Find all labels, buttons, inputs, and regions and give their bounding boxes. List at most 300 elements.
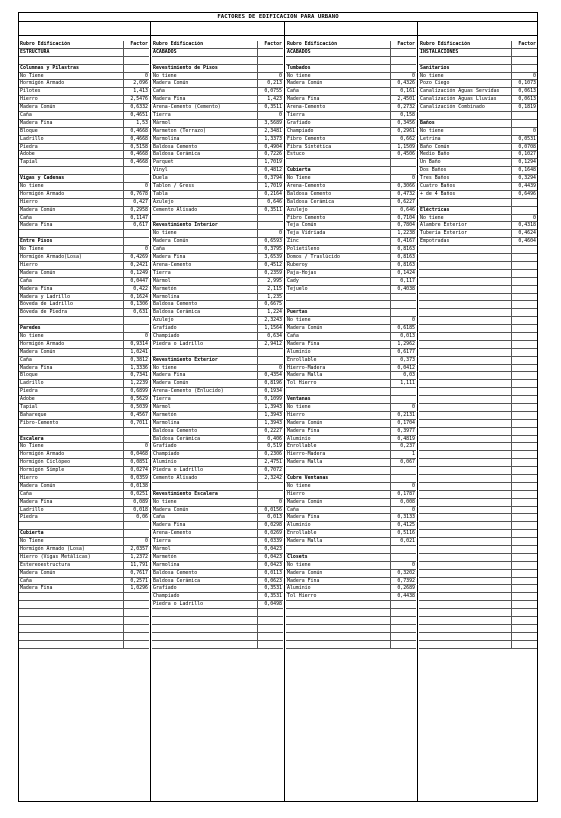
rubro-cell: Tumbados bbox=[287, 64, 311, 71]
table-row bbox=[152, 475, 283, 483]
table-row bbox=[152, 451, 283, 459]
table-row bbox=[152, 151, 283, 159]
table-row bbox=[419, 301, 537, 309]
factor-cell: 1,1564 bbox=[257, 325, 283, 332]
table-row bbox=[286, 294, 416, 302]
factor-cell: 0,4819 bbox=[390, 436, 416, 443]
rubro-cell: No tiene bbox=[287, 561, 311, 568]
table-row bbox=[286, 483, 416, 491]
table-row bbox=[152, 175, 283, 183]
factor-cell: 0,4326 bbox=[390, 80, 416, 87]
table-row bbox=[286, 436, 416, 444]
rubro-cell bbox=[419, 420, 511, 427]
table-row bbox=[19, 546, 149, 554]
factor-cell bbox=[511, 309, 537, 316]
factor-cell: 0,6593 bbox=[257, 238, 283, 245]
factor-cell: 0,427 bbox=[123, 199, 149, 206]
table-row bbox=[419, 451, 537, 459]
factor-cell: Factor bbox=[123, 41, 149, 48]
rubro-cell: Azulejo bbox=[153, 317, 174, 324]
table-row bbox=[286, 136, 416, 144]
rubro-cell bbox=[419, 349, 511, 356]
rubro-cell: Caña bbox=[153, 514, 165, 521]
rubro-cell: Baldosa Cerámica bbox=[287, 198, 335, 205]
table-row bbox=[419, 641, 537, 649]
table-row bbox=[286, 230, 416, 238]
rubro-cell: Revestimiento Escalera bbox=[153, 490, 218, 497]
rubro-cell bbox=[419, 562, 511, 569]
rubro-cell: Madera Fina bbox=[20, 585, 53, 592]
table-row bbox=[152, 443, 283, 451]
rubro-cell: Teja Común bbox=[287, 222, 317, 229]
rubro-cell bbox=[419, 404, 511, 411]
rubro-cell bbox=[419, 617, 511, 624]
rubro-cell: Tres Baños bbox=[420, 175, 450, 182]
table-row bbox=[152, 230, 283, 238]
factor-cell bbox=[257, 57, 283, 64]
factor-cell: 0,2961 bbox=[390, 128, 416, 135]
table-row bbox=[152, 246, 283, 254]
table-row bbox=[19, 199, 149, 207]
table-row bbox=[152, 207, 283, 215]
table-row bbox=[419, 538, 537, 546]
table-row bbox=[419, 570, 537, 578]
rubro-cell bbox=[419, 601, 511, 608]
table-row bbox=[286, 570, 416, 578]
factor-cell: 1,111 bbox=[390, 380, 416, 387]
table-row bbox=[419, 388, 537, 396]
factor-cell: 0,0412 bbox=[390, 365, 416, 372]
rubro-cell: Cady bbox=[287, 277, 299, 284]
factor-cell: 1,3373 bbox=[257, 136, 283, 143]
factor-cell bbox=[123, 641, 149, 648]
rubro-cell bbox=[419, 412, 511, 419]
factor-cell bbox=[511, 372, 537, 379]
rubro-cell: Madera Común bbox=[287, 80, 323, 87]
factor-cell: 0,7226 bbox=[257, 151, 283, 158]
factor-cell bbox=[390, 57, 416, 64]
factor-cell bbox=[511, 420, 537, 427]
rubro-cell: Parquet bbox=[153, 159, 174, 166]
rubro-cell: No tiene bbox=[287, 317, 311, 324]
table-row bbox=[19, 507, 149, 515]
factor-cell: 0,1787 bbox=[390, 491, 416, 498]
factor-cell bbox=[511, 333, 537, 340]
table-row bbox=[419, 136, 537, 144]
factor-cell bbox=[123, 593, 149, 600]
rubro-cell bbox=[19, 317, 123, 324]
factor-cell: 3,6539 bbox=[257, 254, 283, 261]
factor-cell: 0,0447 bbox=[123, 278, 149, 285]
section-heading-row bbox=[286, 475, 416, 483]
factor-cell: 0,3066 bbox=[390, 183, 416, 190]
table-row bbox=[419, 159, 537, 167]
table-row bbox=[286, 420, 416, 428]
table-row bbox=[419, 286, 537, 294]
rubro-cell: Piedra bbox=[20, 388, 38, 395]
table-row bbox=[152, 499, 283, 507]
factor-cell: 1,7019 bbox=[257, 183, 283, 190]
table-row bbox=[419, 230, 537, 238]
rubro-cell: Hormigón Armado(Losa) bbox=[20, 254, 82, 261]
factor-cell: 0,4167 bbox=[390, 238, 416, 245]
factor-cell bbox=[390, 388, 416, 395]
rubro-cell: Entre Pisos bbox=[20, 238, 53, 245]
factor-cell: 0,7104 bbox=[390, 215, 416, 222]
factor-cell: 0,1819 bbox=[511, 104, 537, 111]
factor-cell: 2,9412 bbox=[257, 341, 283, 348]
table-row bbox=[419, 199, 537, 207]
factor-cell bbox=[511, 530, 537, 537]
rubro-cell: No tiene bbox=[287, 403, 311, 410]
rubro-cell: No Tiene bbox=[287, 175, 311, 182]
table-row bbox=[152, 104, 283, 112]
table-row bbox=[152, 301, 283, 309]
factor-cell: 0,2227 bbox=[257, 428, 283, 435]
table-row bbox=[286, 499, 416, 507]
table-row bbox=[152, 183, 283, 191]
factor-cell bbox=[123, 633, 149, 640]
factor-cell: 2,5476 bbox=[123, 96, 149, 103]
factor-cell: 0 bbox=[511, 128, 537, 135]
title-spacer-row bbox=[19, 22, 537, 36]
rubro-cell bbox=[419, 286, 511, 293]
table-row bbox=[19, 278, 149, 286]
rubro-cell bbox=[419, 530, 511, 537]
factor-cell: 0,617 bbox=[123, 222, 149, 229]
factor-cell: 1,2238 bbox=[390, 230, 416, 237]
factor-cell: 0,0298 bbox=[257, 522, 283, 529]
factor-cell: 0,008 bbox=[390, 499, 416, 506]
table-row bbox=[419, 578, 537, 586]
factor-cell: 0,0708 bbox=[511, 144, 537, 151]
table-row bbox=[419, 215, 537, 223]
table-row bbox=[152, 372, 283, 380]
table-row bbox=[152, 396, 283, 404]
factor-cell: 0,4604 bbox=[511, 238, 537, 245]
factor-cell bbox=[390, 475, 416, 482]
factor-cell: 0,03 bbox=[390, 372, 416, 379]
table-row bbox=[19, 309, 149, 317]
factor-cell: 0,117 bbox=[390, 278, 416, 285]
factor-cell: 0 bbox=[390, 483, 416, 490]
rubro-cell: Cuatro Baños bbox=[420, 183, 456, 190]
table-row bbox=[152, 404, 283, 412]
rubro-cell: No Tiene bbox=[20, 538, 44, 545]
factor-cell: 0,0851 bbox=[123, 459, 149, 466]
table-row bbox=[19, 499, 149, 507]
rubro-cell: Champiado bbox=[153, 451, 180, 458]
factor-cell: 0 bbox=[390, 507, 416, 514]
rubro-cell bbox=[286, 641, 390, 648]
rubro-cell bbox=[419, 380, 511, 387]
factor-cell bbox=[511, 404, 537, 411]
table-row bbox=[152, 380, 283, 388]
table-row bbox=[152, 617, 283, 625]
factor-cell bbox=[123, 625, 149, 632]
rubro-cell: Madera Fina bbox=[153, 372, 186, 379]
rubro-cell: Madera Fina bbox=[287, 514, 320, 521]
factor-cell bbox=[257, 65, 283, 72]
rubro-cell: Champiado bbox=[153, 332, 180, 339]
table-row bbox=[19, 349, 149, 357]
table-row bbox=[286, 73, 416, 81]
table-row bbox=[19, 104, 149, 112]
factor-cell: 0,0113 bbox=[257, 570, 283, 577]
table-row bbox=[152, 199, 283, 207]
factor-cell: 0,631 bbox=[123, 309, 149, 316]
rubro-cell: ESTRUCTURA bbox=[20, 48, 50, 55]
factor-cell bbox=[390, 633, 416, 640]
table-row bbox=[19, 183, 149, 191]
table-row bbox=[152, 262, 283, 270]
rubro-cell: No tiene bbox=[153, 498, 177, 505]
rubro-cell: Sanitarios bbox=[420, 64, 450, 71]
column-acabados-1 bbox=[152, 41, 283, 801]
factor-cell: 0,2306 bbox=[257, 451, 283, 458]
table-row bbox=[419, 491, 537, 499]
rubro-cell: Eléctricas bbox=[420, 206, 450, 213]
rubro-cell: Aluminio bbox=[287, 348, 311, 355]
factor-cell bbox=[257, 49, 283, 56]
rubro-cell: Letrina bbox=[420, 135, 441, 142]
factor-cell: 0,3294 bbox=[511, 175, 537, 182]
table-row bbox=[152, 546, 283, 554]
rubro-cell: Bloque bbox=[20, 127, 38, 134]
table-row bbox=[419, 467, 537, 475]
table-row bbox=[286, 609, 416, 617]
rubro-cell bbox=[419, 246, 511, 253]
rubro-cell bbox=[152, 625, 257, 632]
rubro-cell: Fibra Sintética bbox=[287, 143, 332, 150]
rubro-cell: Hormigón Armado bbox=[20, 451, 65, 458]
rubro-cell: Champiado bbox=[287, 127, 314, 134]
section-heading-row bbox=[152, 357, 283, 365]
factor-cell: 0,0138 bbox=[123, 483, 149, 490]
table-row bbox=[19, 333, 149, 341]
rubro-cell: Madera y Ladrillo bbox=[20, 293, 71, 300]
factor-cell: 0,013 bbox=[257, 514, 283, 521]
table-row bbox=[286, 207, 416, 215]
factor-cell bbox=[511, 554, 537, 561]
factor-cell: 0,0359 bbox=[123, 475, 149, 482]
factor-cell bbox=[511, 317, 537, 324]
table-row bbox=[419, 365, 537, 373]
rubro-cell: Revestimiento Exterior bbox=[153, 356, 218, 363]
factor-cell: 0,4038 bbox=[390, 286, 416, 293]
rubro-cell: Aluminio bbox=[287, 585, 311, 592]
factor-cell: 0,0531 bbox=[511, 136, 537, 143]
section-heading-row bbox=[152, 65, 283, 73]
table-row bbox=[152, 167, 283, 175]
rubro-cell bbox=[286, 546, 390, 553]
factor-cell: 0,7617 bbox=[123, 570, 149, 577]
table-row bbox=[19, 459, 149, 467]
rubro-cell bbox=[419, 372, 511, 379]
factor-cell: 0,0498 bbox=[257, 601, 283, 608]
table-row bbox=[419, 167, 537, 175]
factor-cell bbox=[511, 593, 537, 600]
table-row bbox=[19, 128, 149, 136]
factor-cell: 0,4318 bbox=[511, 222, 537, 229]
table-row bbox=[19, 475, 149, 483]
rubro-cell bbox=[19, 633, 123, 640]
rubro-cell bbox=[286, 388, 390, 395]
rubro-cell bbox=[286, 625, 390, 632]
rubro-cell: Madera Común bbox=[20, 206, 56, 213]
table-row bbox=[152, 412, 283, 420]
factor-cell bbox=[390, 641, 416, 648]
rubro-cell: Cemento Alisado bbox=[153, 206, 198, 213]
factor-cell bbox=[257, 215, 283, 222]
rubro-cell: Baldosa Cerámica bbox=[153, 435, 201, 442]
rubro-cell bbox=[419, 278, 511, 285]
table-row bbox=[286, 215, 416, 223]
factor-cell: 0,0613 bbox=[511, 88, 537, 95]
table-row bbox=[152, 144, 283, 152]
rubro-cell bbox=[419, 641, 511, 648]
table-row bbox=[152, 633, 283, 641]
rubro-cell bbox=[419, 459, 511, 466]
table-row bbox=[19, 404, 149, 412]
table-row bbox=[286, 254, 416, 262]
rubro-cell bbox=[152, 215, 257, 222]
rubro-cell: Marmetón bbox=[153, 285, 177, 292]
factor-cell bbox=[123, 609, 149, 616]
rubro-cell: Baldosa Cemento bbox=[153, 569, 198, 576]
table-row bbox=[286, 617, 416, 625]
table-row bbox=[152, 554, 283, 562]
table-row bbox=[19, 301, 149, 309]
table-row bbox=[152, 286, 283, 294]
table-row bbox=[286, 88, 416, 96]
rubro-cell: Paja-Hojas bbox=[287, 269, 317, 276]
rubro-cell: Madera Fina bbox=[20, 119, 53, 126]
rubro-cell bbox=[419, 451, 511, 458]
table-row bbox=[19, 396, 149, 404]
rubro-cell bbox=[152, 57, 257, 64]
rubro-cell bbox=[419, 199, 511, 206]
rubro-cell: Mármol bbox=[153, 277, 171, 284]
factor-cell: 0,0423 bbox=[257, 554, 283, 561]
factor-cell: 1,423 bbox=[257, 96, 283, 103]
rubro-cell bbox=[19, 230, 123, 237]
factor-cell bbox=[390, 554, 416, 561]
rubro-cell bbox=[286, 633, 390, 640]
table-row bbox=[152, 593, 283, 601]
rubro-cell bbox=[419, 309, 511, 316]
table-row bbox=[286, 514, 416, 522]
table-row bbox=[286, 507, 416, 515]
factor-cell bbox=[390, 49, 416, 56]
table-row bbox=[19, 491, 149, 499]
table-row bbox=[419, 625, 537, 633]
section-heading-row bbox=[19, 175, 149, 183]
rubro-cell: Madera Fina bbox=[20, 222, 53, 229]
rubro-cell bbox=[19, 428, 123, 435]
factor-cell bbox=[390, 467, 416, 474]
factor-cell bbox=[511, 443, 537, 450]
rubro-cell bbox=[419, 333, 511, 340]
rubro-cell bbox=[419, 475, 511, 482]
factor-cell: Factor bbox=[511, 41, 537, 48]
factor-cell: 0,4439 bbox=[511, 183, 537, 190]
factor-cell: 0 bbox=[390, 317, 416, 324]
table-row bbox=[152, 191, 283, 199]
rubro-cell: Marmolina bbox=[153, 561, 180, 568]
factor-cell bbox=[511, 49, 537, 56]
table-row bbox=[419, 475, 537, 483]
factor-cell: 0,4732 bbox=[390, 191, 416, 198]
rubro-cell: Pilotes bbox=[20, 88, 41, 95]
factor-cell: 0,7392 bbox=[390, 578, 416, 585]
factor-cell bbox=[511, 585, 537, 592]
table-row bbox=[19, 230, 149, 238]
factor-cell: 0,9314 bbox=[123, 341, 149, 348]
factor-cell bbox=[123, 601, 149, 608]
table-row bbox=[419, 499, 537, 507]
factor-cell: 0,3511 bbox=[257, 207, 283, 214]
factor-cell: 0,3794 bbox=[257, 175, 283, 182]
factor-cell: 0,0251 bbox=[123, 491, 149, 498]
factor-cell bbox=[257, 349, 283, 356]
factor-cell: 0 bbox=[123, 246, 149, 253]
table-row bbox=[286, 151, 416, 159]
factor-cell: 0,2131 bbox=[390, 412, 416, 419]
rubro-cell: Polietileno bbox=[287, 246, 320, 253]
section-heading-row bbox=[286, 554, 416, 562]
column-instalaciones bbox=[419, 41, 537, 801]
table-row bbox=[286, 522, 416, 530]
factor-cell bbox=[123, 530, 149, 537]
rubro-cell: Marmolina bbox=[153, 293, 180, 300]
rubro-cell: Caña bbox=[20, 490, 32, 497]
rubro-cell: No tiene bbox=[20, 332, 44, 339]
table-row bbox=[419, 57, 537, 65]
factor-cell: 0,4668 bbox=[123, 159, 149, 166]
rubro-cell: Madera Fina bbox=[287, 96, 320, 103]
factor-cell: 1,2239 bbox=[123, 380, 149, 387]
table-row bbox=[419, 562, 537, 570]
table-row bbox=[419, 262, 537, 270]
table-header-row bbox=[286, 49, 416, 57]
rubro-cell: Vinyl bbox=[153, 167, 168, 174]
rubro-cell: Baldosa Cemento bbox=[153, 427, 198, 434]
section-heading-row bbox=[419, 120, 537, 128]
table-row bbox=[19, 254, 149, 262]
factor-cell bbox=[511, 388, 537, 395]
factor-cell: 0,7072 bbox=[257, 467, 283, 474]
factor-cell: 0,662 bbox=[390, 136, 416, 143]
column-divider bbox=[284, 22, 285, 801]
factor-cell bbox=[511, 246, 537, 253]
factor-cell: 0,5039 bbox=[123, 404, 149, 411]
factor-cell: 0,4668 bbox=[123, 136, 149, 143]
rubro-cell bbox=[419, 554, 511, 561]
rubro-cell: Ladrillo bbox=[20, 135, 44, 142]
rubro-cell bbox=[19, 641, 123, 648]
table-row bbox=[19, 96, 149, 104]
rubro-cell: Duela bbox=[153, 175, 168, 182]
rubro-cell: Madera Malla bbox=[287, 459, 323, 466]
rubro-cell: Fibro-Cemento bbox=[20, 419, 59, 426]
factor-cell: 0,2689 bbox=[390, 585, 416, 592]
rubro-cell: No tiene bbox=[287, 72, 311, 79]
table-row bbox=[152, 507, 283, 515]
rubro-cell: No tiene bbox=[153, 230, 177, 237]
rubro-cell bbox=[419, 436, 511, 443]
table-row bbox=[419, 238, 537, 246]
